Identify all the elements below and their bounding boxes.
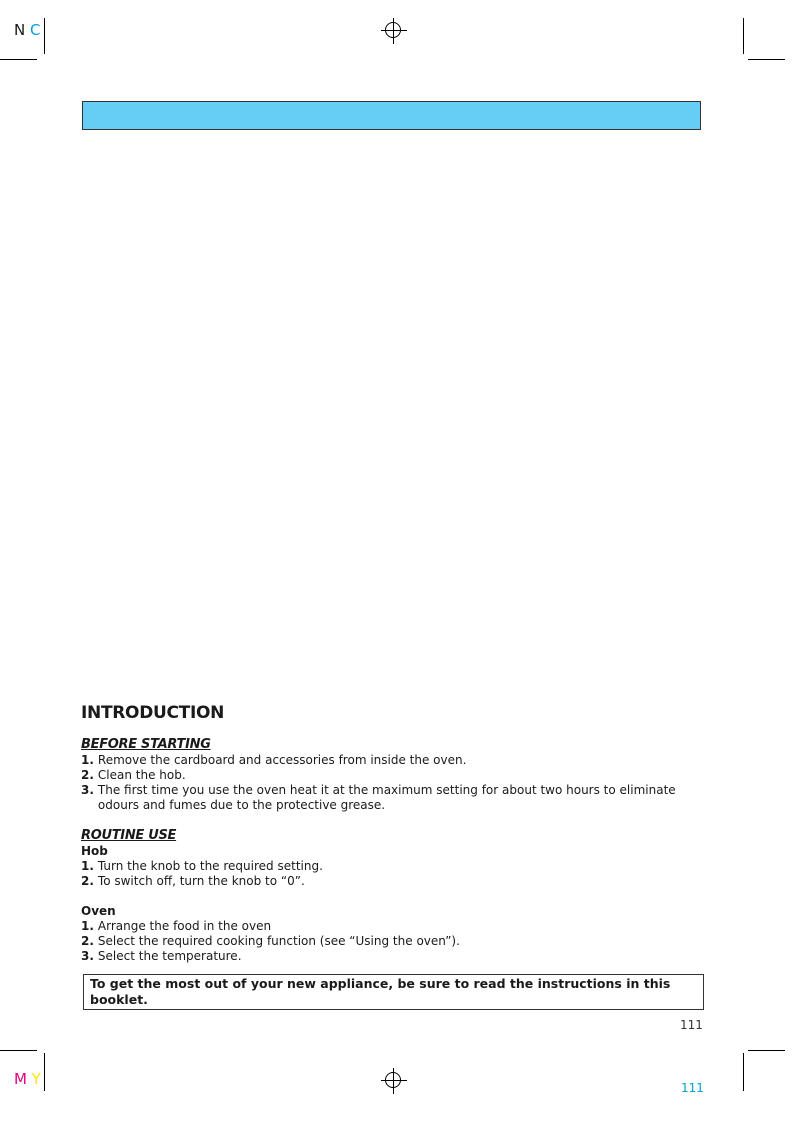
registration-marks-top xyxy=(14,23,41,38)
hob-subheading: Hob xyxy=(81,844,108,858)
list-item-number: 3. xyxy=(81,949,94,963)
list-item-number: 2. xyxy=(81,934,94,948)
before-starting-heading: BEFORE STARTING xyxy=(81,737,211,752)
list-item-number: 1. xyxy=(81,859,94,873)
list-item-text: Clean the hob. xyxy=(97,768,186,782)
routine-use-heading: ROUTINE USE xyxy=(81,828,177,843)
oven-list xyxy=(81,919,701,964)
list-item xyxy=(81,919,701,934)
list-item xyxy=(81,768,701,783)
list-item-text: Select the temperature. xyxy=(97,949,242,963)
page-number-cyan: 111 xyxy=(681,1081,704,1095)
list-item-number: 1. xyxy=(81,919,94,933)
crop-mark xyxy=(44,18,45,54)
introduction-section xyxy=(81,702,701,964)
list-item xyxy=(81,949,701,964)
list-item-number: 3. xyxy=(81,783,94,797)
registration-letter-c: C xyxy=(30,21,41,39)
list-item-number: 2. xyxy=(81,768,94,782)
section-banner xyxy=(82,101,701,130)
list-item xyxy=(81,859,701,874)
registration-target-icon xyxy=(385,22,401,38)
crop-mark xyxy=(748,1050,785,1051)
list-item-text: Remove the cardboard and accessories from inside the oven. xyxy=(97,753,467,767)
list-item-text: To switch off, turn the knob to “0”. xyxy=(97,874,305,888)
page-title: INTRODUCTION xyxy=(81,703,225,723)
list-item-text: The first time you use the oven heat it at the maximum setting for about two hours to eliminate odours and fumes due to the protective grease. xyxy=(97,783,676,812)
list-item-text: Arrange the food in the oven xyxy=(97,919,272,933)
registration-letter-n: N xyxy=(14,21,26,39)
registration-letter-y: Y xyxy=(31,1070,41,1088)
crop-mark xyxy=(0,59,37,60)
registration-letter-m: M xyxy=(14,1070,27,1088)
page-number: 111 xyxy=(680,1018,703,1032)
notice-box: To get the most out of your new appliance, be sure to read the instructions in this booklet. xyxy=(83,974,704,1010)
list-item xyxy=(81,934,701,949)
before-starting-list xyxy=(81,753,701,813)
crop-mark xyxy=(0,1050,37,1051)
hob-list xyxy=(81,859,701,889)
crop-mark xyxy=(743,18,744,54)
registration-marks-bottom xyxy=(14,1072,41,1087)
crop-mark xyxy=(44,1053,45,1091)
list-item xyxy=(81,783,701,813)
oven-subheading: Oven xyxy=(81,904,116,918)
crop-mark xyxy=(748,59,785,60)
crop-mark xyxy=(743,1053,744,1091)
list-item xyxy=(81,753,701,768)
list-item xyxy=(81,874,701,889)
registration-target-icon xyxy=(385,1072,401,1088)
list-item-number: 2. xyxy=(81,874,94,888)
list-item-text: Select the required cooking function (see “Using the oven”). xyxy=(97,934,460,948)
list-item-number: 1. xyxy=(81,753,94,767)
list-item-text: Turn the knob to the required setting. xyxy=(97,859,323,873)
